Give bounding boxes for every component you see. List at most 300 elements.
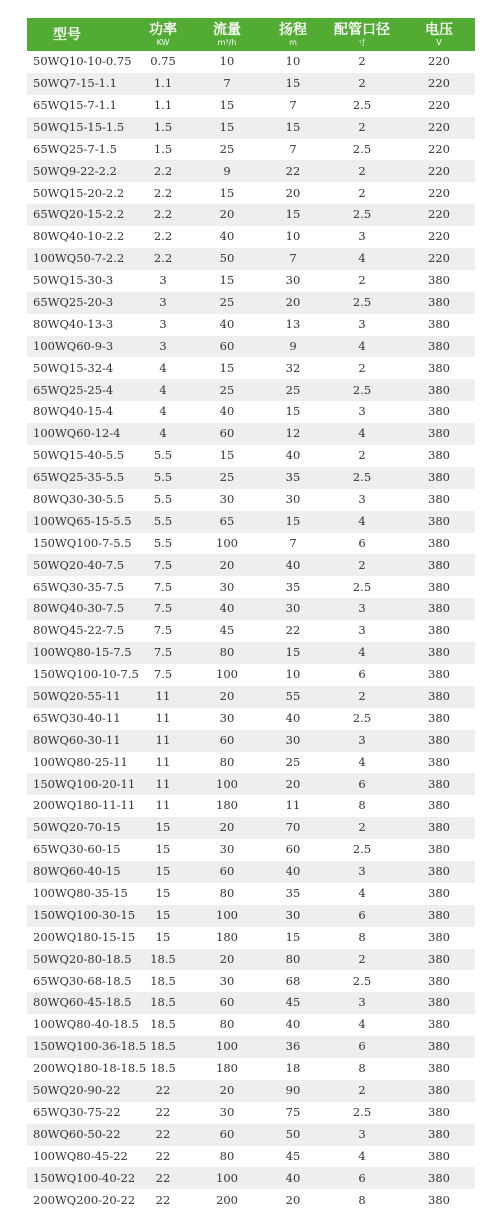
cell-flow: 180 xyxy=(189,1058,265,1080)
table-row xyxy=(27,686,475,708)
cell-pipe: 2 xyxy=(321,117,403,139)
cell-model: 65WQ30-68-18.5 xyxy=(27,970,137,992)
cell-flow: 25 xyxy=(189,379,265,401)
table-row xyxy=(27,511,475,533)
cell-head: 13 xyxy=(265,314,321,336)
cell-model: 50WQ15-20-2.2 xyxy=(27,182,137,204)
table-row xyxy=(27,226,475,248)
cell-voltage: 220 xyxy=(403,226,475,248)
table-row xyxy=(27,51,475,73)
cell-model: 100WQ50-7-2.2 xyxy=(27,248,137,270)
cell-model: 100WQ80-25-11 xyxy=(27,752,137,774)
table-row xyxy=(27,182,475,204)
cell-pipe: 2.5 xyxy=(321,839,403,861)
cell-head: 45 xyxy=(265,992,321,1014)
header-model-label: 型号 xyxy=(53,26,81,43)
cell-power: 22 xyxy=(137,1167,189,1189)
cell-head: 68 xyxy=(265,970,321,992)
header-head xyxy=(265,18,321,51)
cell-model: 100WQ80-40-18.5 xyxy=(27,1014,137,1036)
cell-flow: 20 xyxy=(189,554,265,576)
cell-head: 20 xyxy=(265,773,321,795)
cell-pipe: 3 xyxy=(321,401,403,423)
cell-voltage: 220 xyxy=(403,248,475,270)
cell-pipe: 2 xyxy=(321,686,403,708)
cell-head: 20 xyxy=(265,1189,321,1211)
cell-model: 65WQ25-20-3 xyxy=(27,292,137,314)
cell-pipe: 3 xyxy=(321,992,403,1014)
cell-flow: 80 xyxy=(189,752,265,774)
table-row xyxy=(27,1080,475,1102)
cell-voltage: 380 xyxy=(403,598,475,620)
cell-head: 7 xyxy=(265,95,321,117)
cell-flow: 100 xyxy=(189,664,265,686)
cell-model: 50WQ15-32-4 xyxy=(27,357,137,379)
cell-head: 30 xyxy=(265,598,321,620)
cell-head: 7 xyxy=(265,248,321,270)
cell-power: 2.2 xyxy=(137,248,189,270)
cell-pipe: 4 xyxy=(321,511,403,533)
cell-flow: 30 xyxy=(189,576,265,598)
cell-pipe: 6 xyxy=(321,905,403,927)
cell-head: 40 xyxy=(265,1167,321,1189)
cell-flow: 9 xyxy=(189,160,265,182)
cell-power: 22 xyxy=(137,1189,189,1211)
cell-power: 3 xyxy=(137,292,189,314)
cell-power: 4 xyxy=(137,423,189,445)
cell-voltage: 380 xyxy=(403,1146,475,1168)
table-row xyxy=(27,117,475,139)
table-row xyxy=(27,379,475,401)
cell-model: 80WQ60-50-22 xyxy=(27,1124,137,1146)
cell-voltage: 380 xyxy=(403,379,475,401)
cell-model: 80WQ60-30-11 xyxy=(27,730,137,752)
cell-flow: 15 xyxy=(189,95,265,117)
table-row xyxy=(27,1036,475,1058)
cell-power: 18.5 xyxy=(137,1014,189,1036)
table-row xyxy=(27,883,475,905)
cell-voltage: 380 xyxy=(403,292,475,314)
cell-power: 18.5 xyxy=(137,949,189,971)
cell-voltage: 380 xyxy=(403,1036,475,1058)
cell-power: 1.5 xyxy=(137,117,189,139)
cell-voltage: 380 xyxy=(403,489,475,511)
cell-head: 40 xyxy=(265,554,321,576)
cell-flow: 80 xyxy=(189,642,265,664)
table-row xyxy=(27,970,475,992)
cell-pipe: 8 xyxy=(321,1058,403,1080)
cell-power: 4 xyxy=(137,357,189,379)
cell-pipe: 8 xyxy=(321,927,403,949)
cell-head: 15 xyxy=(265,927,321,949)
cell-pipe: 3 xyxy=(321,598,403,620)
cell-flow: 60 xyxy=(189,1124,265,1146)
cell-pipe: 2 xyxy=(321,182,403,204)
cell-pipe: 2.5 xyxy=(321,95,403,117)
cell-power: 2.2 xyxy=(137,160,189,182)
header-voltage xyxy=(403,18,475,51)
cell-voltage: 380 xyxy=(403,467,475,489)
cell-pipe: 2.5 xyxy=(321,204,403,226)
cell-head: 30 xyxy=(265,270,321,292)
cell-pipe: 6 xyxy=(321,773,403,795)
table-row xyxy=(27,73,475,95)
cell-voltage: 380 xyxy=(403,839,475,861)
cell-head: 75 xyxy=(265,1102,321,1124)
table-row xyxy=(27,1167,475,1189)
cell-pipe: 2 xyxy=(321,554,403,576)
cell-flow: 80 xyxy=(189,1014,265,1036)
cell-voltage: 380 xyxy=(403,336,475,358)
cell-head: 40 xyxy=(265,1014,321,1036)
cell-power: 11 xyxy=(137,752,189,774)
cell-power: 18.5 xyxy=(137,970,189,992)
cell-voltage: 380 xyxy=(403,730,475,752)
cell-pipe: 8 xyxy=(321,795,403,817)
cell-pipe: 6 xyxy=(321,664,403,686)
cell-power: 15 xyxy=(137,927,189,949)
cell-model: 65WQ25-35-5.5 xyxy=(27,467,137,489)
cell-voltage: 380 xyxy=(403,1124,475,1146)
cell-model: 200WQ180-11-11 xyxy=(27,795,137,817)
cell-model: 80WQ40-10-2.2 xyxy=(27,226,137,248)
header-voltage-unit: V xyxy=(436,37,442,47)
cell-head: 35 xyxy=(265,576,321,598)
cell-flow: 30 xyxy=(189,708,265,730)
cell-power: 7.5 xyxy=(137,664,189,686)
cell-flow: 60 xyxy=(189,730,265,752)
cell-flow: 200 xyxy=(189,1189,265,1211)
cell-flow: 100 xyxy=(189,773,265,795)
cell-voltage: 380 xyxy=(403,949,475,971)
spec-table xyxy=(27,18,475,1211)
cell-flow: 65 xyxy=(189,511,265,533)
cell-pipe: 4 xyxy=(321,752,403,774)
cell-power: 15 xyxy=(137,883,189,905)
table-row xyxy=(27,992,475,1014)
cell-voltage: 380 xyxy=(403,314,475,336)
cell-pipe: 6 xyxy=(321,1036,403,1058)
cell-power: 0.75 xyxy=(137,51,189,73)
cell-head: 30 xyxy=(265,905,321,927)
cell-power: 11 xyxy=(137,708,189,730)
header-voltage-label: 电压 xyxy=(425,21,453,38)
cell-flow: 60 xyxy=(189,992,265,1014)
cell-flow: 60 xyxy=(189,423,265,445)
cell-head: 7 xyxy=(265,139,321,161)
cell-pipe: 4 xyxy=(321,1014,403,1036)
cell-voltage: 380 xyxy=(403,533,475,555)
cell-voltage: 380 xyxy=(403,620,475,642)
cell-pipe: 2 xyxy=(321,817,403,839)
cell-head: 45 xyxy=(265,1146,321,1168)
cell-model: 50WQ20-90-22 xyxy=(27,1080,137,1102)
table-row xyxy=(27,817,475,839)
cell-pipe: 2.5 xyxy=(321,139,403,161)
cell-power: 15 xyxy=(137,839,189,861)
cell-head: 22 xyxy=(265,160,321,182)
table-row xyxy=(27,95,475,117)
cell-flow: 15 xyxy=(189,445,265,467)
cell-power: 1.5 xyxy=(137,139,189,161)
cell-model: 150WQ100-30-15 xyxy=(27,905,137,927)
cell-model: 50WQ20-70-15 xyxy=(27,817,137,839)
cell-voltage: 380 xyxy=(403,1014,475,1036)
cell-flow: 100 xyxy=(189,1167,265,1189)
table-row xyxy=(27,927,475,949)
header-power xyxy=(137,18,189,51)
cell-pipe: 2 xyxy=(321,51,403,73)
table-row xyxy=(27,314,475,336)
cell-flow: 20 xyxy=(189,949,265,971)
table-row xyxy=(27,270,475,292)
cell-power: 7.5 xyxy=(137,620,189,642)
cell-flow: 100 xyxy=(189,905,265,927)
cell-power: 11 xyxy=(137,773,189,795)
cell-model: 80WQ40-15-4 xyxy=(27,401,137,423)
cell-flow: 40 xyxy=(189,314,265,336)
table-row xyxy=(27,204,475,226)
cell-voltage: 380 xyxy=(403,1058,475,1080)
table-row xyxy=(27,861,475,883)
cell-head: 40 xyxy=(265,861,321,883)
cell-voltage: 220 xyxy=(403,95,475,117)
cell-pipe: 6 xyxy=(321,533,403,555)
cell-power: 11 xyxy=(137,730,189,752)
table-row xyxy=(27,489,475,511)
cell-flow: 30 xyxy=(189,1102,265,1124)
cell-power: 5.5 xyxy=(137,467,189,489)
cell-model: 65WQ20-15-2.2 xyxy=(27,204,137,226)
cell-pipe: 2 xyxy=(321,270,403,292)
table-row xyxy=(27,160,475,182)
cell-voltage: 380 xyxy=(403,686,475,708)
cell-model: 150WQ100-20-11 xyxy=(27,773,137,795)
table-row xyxy=(27,1124,475,1146)
cell-power: 2.2 xyxy=(137,182,189,204)
cell-pipe: 3 xyxy=(321,314,403,336)
cell-model: 150WQ100-40-22 xyxy=(27,1167,137,1189)
cell-voltage: 380 xyxy=(403,970,475,992)
cell-model: 100WQ80-45-22 xyxy=(27,1146,137,1168)
cell-model: 80WQ45-22-7.5 xyxy=(27,620,137,642)
cell-head: 40 xyxy=(265,708,321,730)
header-head-unit: m xyxy=(289,37,297,47)
cell-flow: 100 xyxy=(189,533,265,555)
cell-flow: 25 xyxy=(189,467,265,489)
cell-flow: 180 xyxy=(189,795,265,817)
cell-head: 20 xyxy=(265,182,321,204)
cell-flow: 20 xyxy=(189,686,265,708)
table-row xyxy=(27,708,475,730)
cell-voltage: 380 xyxy=(403,554,475,576)
cell-flow: 30 xyxy=(189,489,265,511)
cell-model: 65WQ15-7-1.1 xyxy=(27,95,137,117)
table-row xyxy=(27,292,475,314)
cell-voltage: 220 xyxy=(403,117,475,139)
cell-pipe: 3 xyxy=(321,620,403,642)
cell-power: 22 xyxy=(137,1146,189,1168)
cell-power: 4 xyxy=(137,401,189,423)
cell-head: 80 xyxy=(265,949,321,971)
cell-head: 15 xyxy=(265,117,321,139)
cell-head: 35 xyxy=(265,467,321,489)
cell-power: 2.2 xyxy=(137,204,189,226)
cell-power: 5.5 xyxy=(137,533,189,555)
table-row xyxy=(27,576,475,598)
cell-pipe: 3 xyxy=(321,226,403,248)
cell-model: 100WQ80-35-15 xyxy=(27,883,137,905)
header-pipe-label: 配管口径 xyxy=(334,21,390,38)
cell-model: 150WQ100-36-18.5 xyxy=(27,1036,137,1058)
cell-head: 32 xyxy=(265,357,321,379)
cell-power: 7.5 xyxy=(137,554,189,576)
cell-voltage: 380 xyxy=(403,861,475,883)
cell-voltage: 380 xyxy=(403,642,475,664)
cell-model: 50WQ9-22-2.2 xyxy=(27,160,137,182)
cell-flow: 20 xyxy=(189,1080,265,1102)
cell-model: 65WQ30-35-7.5 xyxy=(27,576,137,598)
table-row xyxy=(27,664,475,686)
cell-head: 70 xyxy=(265,817,321,839)
cell-pipe: 4 xyxy=(321,1146,403,1168)
cell-voltage: 220 xyxy=(403,182,475,204)
cell-power: 22 xyxy=(137,1102,189,1124)
cell-voltage: 380 xyxy=(403,752,475,774)
cell-power: 15 xyxy=(137,861,189,883)
pump-spec-sheet xyxy=(27,18,475,1211)
cell-flow: 10 xyxy=(189,51,265,73)
cell-power: 7.5 xyxy=(137,598,189,620)
cell-voltage: 380 xyxy=(403,1167,475,1189)
cell-power: 5.5 xyxy=(137,489,189,511)
cell-head: 10 xyxy=(265,664,321,686)
cell-power: 4 xyxy=(137,379,189,401)
cell-power: 18.5 xyxy=(137,1058,189,1080)
cell-model: 80WQ40-30-7.5 xyxy=(27,598,137,620)
cell-head: 25 xyxy=(265,379,321,401)
cell-voltage: 380 xyxy=(403,708,475,730)
table-row xyxy=(27,554,475,576)
cell-model: 50WQ7-15-1.1 xyxy=(27,73,137,95)
cell-flow: 40 xyxy=(189,401,265,423)
cell-pipe: 2.5 xyxy=(321,970,403,992)
cell-flow: 40 xyxy=(189,226,265,248)
cell-head: 10 xyxy=(265,51,321,73)
cell-power: 15 xyxy=(137,905,189,927)
cell-head: 10 xyxy=(265,226,321,248)
table-row xyxy=(27,730,475,752)
cell-model: 80WQ60-40-15 xyxy=(27,861,137,883)
cell-voltage: 380 xyxy=(403,883,475,905)
table-row xyxy=(27,336,475,358)
cell-head: 30 xyxy=(265,730,321,752)
header-model xyxy=(27,18,137,51)
cell-power: 1.1 xyxy=(137,95,189,117)
cell-head: 30 xyxy=(265,489,321,511)
cell-voltage: 380 xyxy=(403,1102,475,1124)
cell-pipe: 2.5 xyxy=(321,379,403,401)
cell-pipe: 8 xyxy=(321,1189,403,1211)
header-power-label: 功率 xyxy=(149,21,177,38)
cell-power: 22 xyxy=(137,1124,189,1146)
header-head-label: 扬程 xyxy=(279,21,307,38)
cell-flow: 25 xyxy=(189,292,265,314)
cell-flow: 20 xyxy=(189,817,265,839)
table-row xyxy=(27,905,475,927)
cell-head: 25 xyxy=(265,752,321,774)
cell-voltage: 220 xyxy=(403,51,475,73)
header-flow xyxy=(189,18,265,51)
table-row xyxy=(27,752,475,774)
cell-power: 11 xyxy=(137,686,189,708)
cell-voltage: 380 xyxy=(403,905,475,927)
cell-voltage: 380 xyxy=(403,445,475,467)
cell-pipe: 2.5 xyxy=(321,467,403,489)
header-flow-label: 流量 xyxy=(213,21,241,38)
cell-head: 18 xyxy=(265,1058,321,1080)
cell-voltage: 380 xyxy=(403,795,475,817)
cell-flow: 30 xyxy=(189,839,265,861)
cell-power: 22 xyxy=(137,1080,189,1102)
cell-model: 100WQ60-12-4 xyxy=(27,423,137,445)
cell-head: 15 xyxy=(265,642,321,664)
cell-model: 200WQ180-18-18.5 xyxy=(27,1058,137,1080)
cell-power: 5.5 xyxy=(137,445,189,467)
cell-model: 50WQ20-40-7.5 xyxy=(27,554,137,576)
cell-head: 20 xyxy=(265,292,321,314)
table-row xyxy=(27,445,475,467)
cell-pipe: 2 xyxy=(321,445,403,467)
cell-voltage: 380 xyxy=(403,1080,475,1102)
table-row xyxy=(27,1146,475,1168)
cell-model: 50WQ15-15-1.5 xyxy=(27,117,137,139)
cell-voltage: 380 xyxy=(403,992,475,1014)
table-row xyxy=(27,949,475,971)
cell-head: 15 xyxy=(265,511,321,533)
cell-power: 3 xyxy=(137,314,189,336)
cell-flow: 15 xyxy=(189,117,265,139)
cell-flow: 25 xyxy=(189,139,265,161)
cell-power: 18.5 xyxy=(137,992,189,1014)
cell-model: 65WQ30-60-15 xyxy=(27,839,137,861)
cell-head: 15 xyxy=(265,401,321,423)
cell-voltage: 380 xyxy=(403,927,475,949)
cell-pipe: 2 xyxy=(321,949,403,971)
table-row xyxy=(27,598,475,620)
cell-voltage: 220 xyxy=(403,139,475,161)
table-row xyxy=(27,620,475,642)
table-row xyxy=(27,795,475,817)
cell-model: 65WQ30-40-11 xyxy=(27,708,137,730)
cell-pipe: 2 xyxy=(321,1080,403,1102)
cell-power: 5.5 xyxy=(137,511,189,533)
header-row xyxy=(27,18,475,51)
table-row xyxy=(27,773,475,795)
cell-voltage: 380 xyxy=(403,270,475,292)
cell-flow: 80 xyxy=(189,1146,265,1168)
cell-head: 90 xyxy=(265,1080,321,1102)
cell-pipe: 2.5 xyxy=(321,292,403,314)
cell-voltage: 380 xyxy=(403,817,475,839)
table-body xyxy=(27,51,475,1211)
cell-flow: 50 xyxy=(189,248,265,270)
header-pipe xyxy=(321,18,403,51)
cell-flow: 40 xyxy=(189,598,265,620)
cell-head: 7 xyxy=(265,533,321,555)
cell-model: 50WQ10-10-0.75 xyxy=(27,51,137,73)
table-row xyxy=(27,401,475,423)
